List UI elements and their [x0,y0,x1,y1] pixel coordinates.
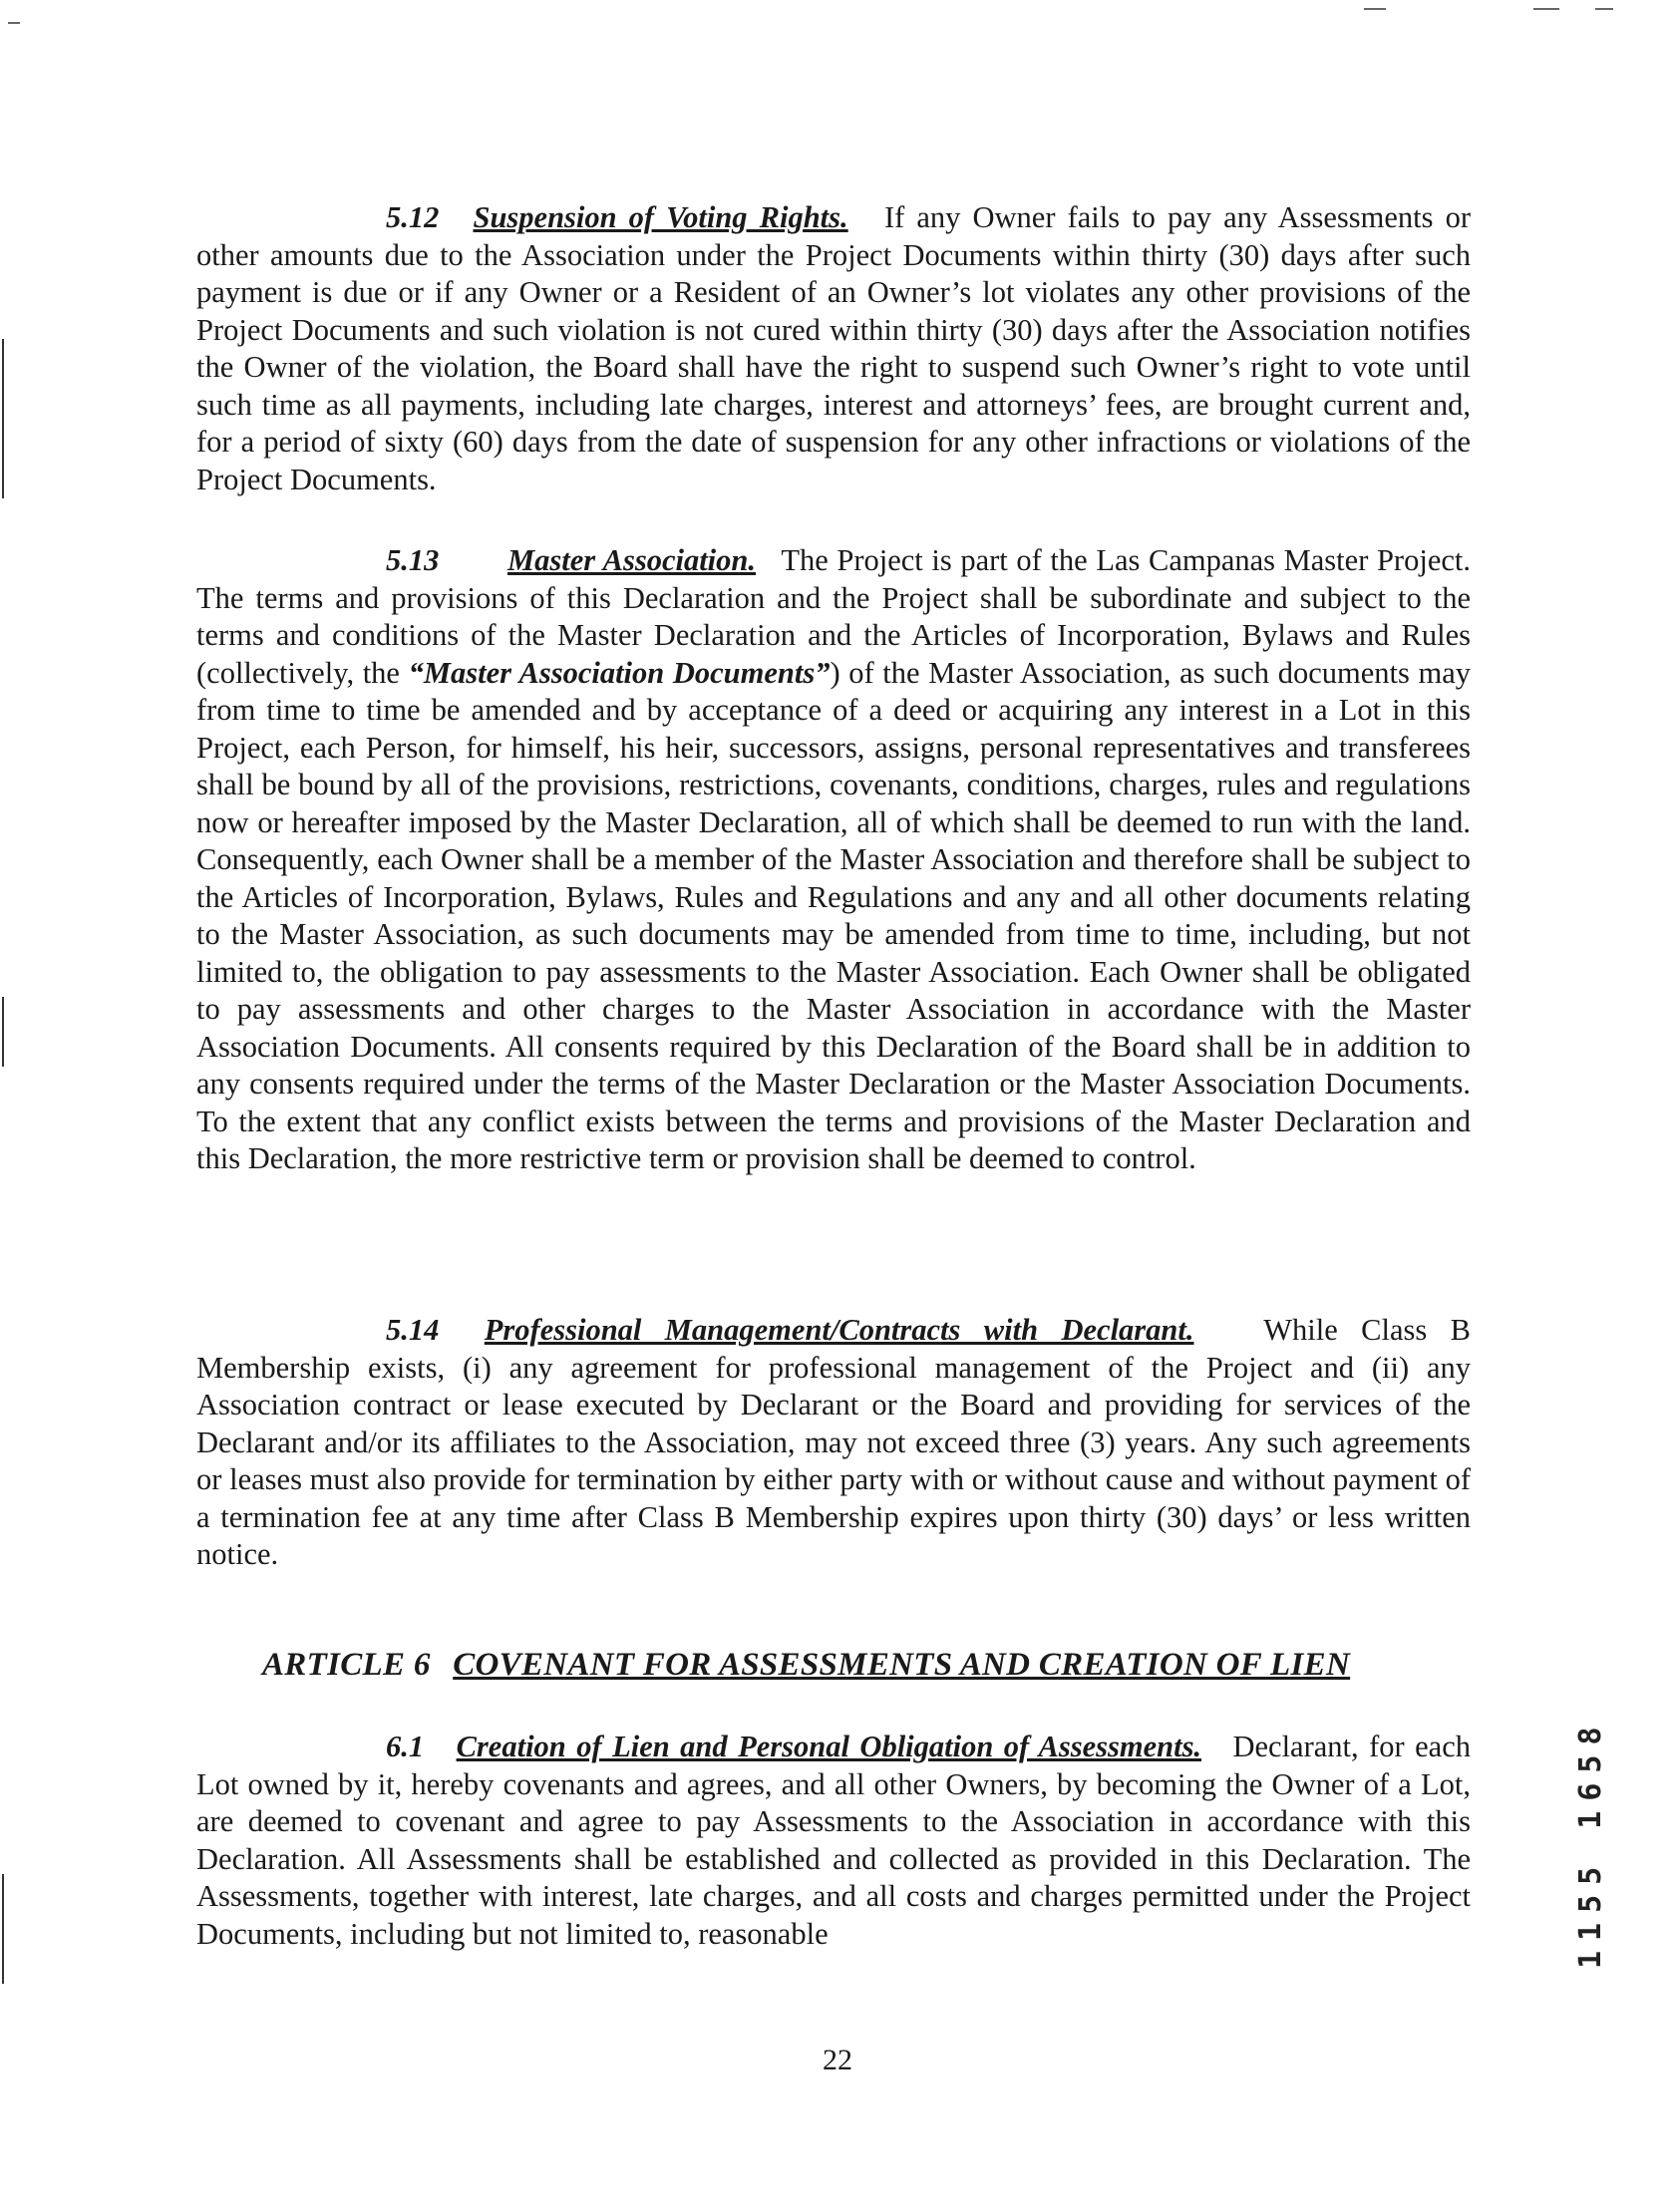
section-5-14 [196,1312,1471,1574]
scan-edge-mark [8,22,20,24]
scan-edge-mark [2,997,4,1067]
section-number: 5.12 [386,200,440,234]
section-number: 5.13 [386,543,440,577]
section-paragraph [196,542,1471,1178]
section-paragraph [196,199,1471,498]
scan-edge-mark [1533,8,1559,10]
section-number: 6.1 [386,1730,425,1763]
scan-edge-mark [2,339,4,498]
section-paragraph [196,1729,1471,1953]
margin-recording-stamp: 1155 1658 [1573,1717,1608,1969]
section-paragraph [196,1312,1471,1574]
section-body: Declarant, for each Lot owned by it, hereby covenants and agrees, and all other Owners, by becoming the Owner of a Lot, are deemed to covenant and agree to pay Assessments to the Association in accordance with this Declaration. All Assessments shall be established and collected as provided in this Declaration. The Assessments, together with interest, late charges, and all costs and charges permitted under the Project Documents, including but not limited to, reasonable [196,1730,1471,1951]
page-number: 22 [823,2044,852,2076]
scan-edge-mark [1364,8,1386,10]
article-title: COVENANT FOR ASSESSMENTS AND CREATION OF LIEN [453,1647,1351,1683]
article-label: ARTICLE 6 [262,1647,431,1683]
scan-edge-mark [2,1874,4,1984]
section-5-13 [196,542,1471,1178]
section-heading: Suspension of Voting Rights. [473,200,848,234]
section-number: 5.14 [386,1313,440,1347]
section-body: If any Owner fails to pay any Assessments or other amounts due to the Association under the Project Documents within thirty (30) days after such payment is due or if any Owner or a Resident of an Owner’s lot violates any other provisions of the Project Documents and such violation is not cured within thirty (30) days after the Association notifies the Owner of the violation, the Board shall have the right to suspend such Owner’s right to vote until such time as all payments, including late charges, interest and attorneys’ fees, are brought current and, for a period of sixty (60) days from the date of suspension for any other infractions or violations of the Project Documents. [196,200,1472,496]
defined-term: “Master Association Documents” [408,655,831,690]
section-body: The Project is part of the Las Campanas Master Project. The terms and provisions of this Declaration and the Project shall be subordinate and subject to the terms and conditions of the Master Declaration and the Articles of Incorporation, Bylaws and Rules (collectively, the [196,543,1471,690]
section-body: While Class B Membership exists, (i) any agreement for professional management of the Project and (ii) any Association contract or lease executed by Declarant or the Board and providing for services of the Declarant and/or its affiliates to the Association, may not exceed three (3) years. Any such agreements or leases must also provide for termination by either party with or without cause and without payment of a termination fee at any time after Class B Membership expires upon thirty (30) days’ or less written notice. [196,1313,1471,1571]
section-body-continued: ) of the Master Association, as such documents may from time to time be amended and by acceptance of a deed or acquiring any interest in a Lot in this Project, each Person, for himself, his heir, successors, assigns, personal representatives and transferees shall be bound by all of the provisions, restrictions, covenants, conditions, charges, rules and regulations now or hereafter imposed by the Master Declaration, all of which shall be deemed to run with the land. Consequently, each Owner shall be a member of the Master Association and therefore shall be subject to the Articles of Incorporation, Bylaws, Rules and Regulations and any and all other documents relating to the Master Association, as such documents may be amended from time to time, including, but not limited to, the obligation to pay assessments to the Master Association. Each Owner shall be obligated to pay assessments and other charges to the Master Association in accordance with the Master Association Documents. All consents required by this Declaration of the Board shall be in addition to any consents required under the terms of the Master Declaration or the Master Association Documents. To the extent that any conflict exists between the terms and provisions of the Master Declaration and this Declaration, the more restrictive term or provision shall be deemed to control. [196,655,1471,1175]
section-heading: Professional Management/Contracts with Declarant. [484,1313,1194,1347]
section-5-12 [196,199,1471,498]
article-heading [262,1647,1350,1684]
section-heading: Master Association. [507,543,756,577]
scan-edge-mark [1595,8,1613,10]
section-heading: Creation of Lien and Personal Obligation of Assessments. [456,1730,1202,1763]
section-6-1 [196,1729,1471,1953]
